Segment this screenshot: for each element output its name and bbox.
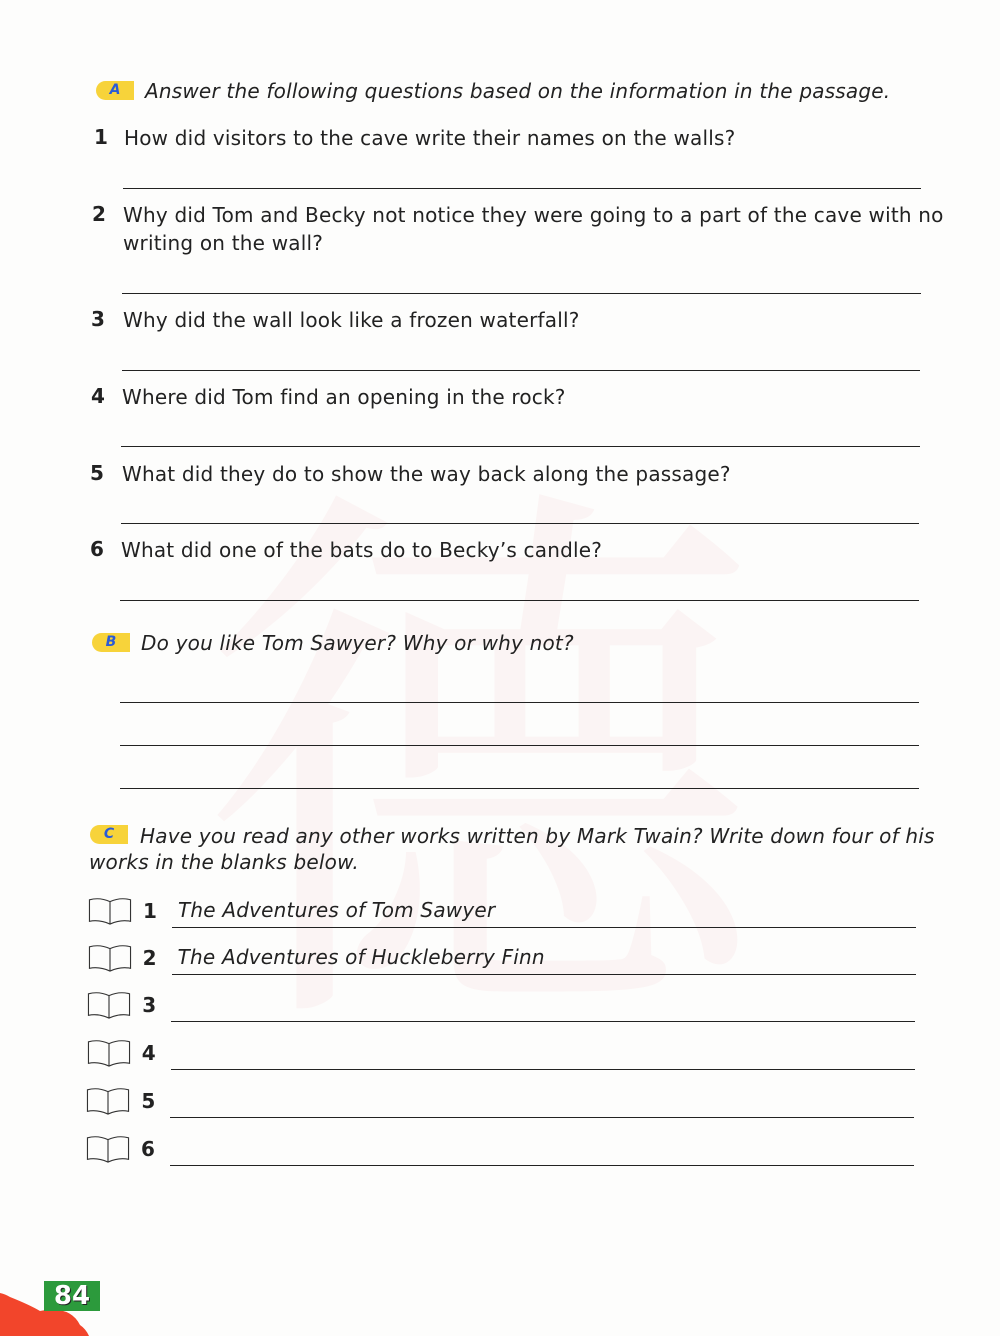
section-c-badge: C [90,825,128,844]
answer-line[interactable] [123,188,921,189]
item-number: 1 [143,899,157,923]
answer-line[interactable] [122,293,921,294]
question-text: What did one of the bats do to Becky’s candle? [121,538,603,562]
item-number: 4 [141,1041,156,1065]
answer-line[interactable] [121,446,920,447]
question-number: 4 [91,384,105,408]
question-number: 6 [90,537,104,561]
answer-line[interactable] [172,927,916,928]
section-b-instruction: Do you like Tom Sawyer? Why or why not? [141,631,574,655]
answer-line[interactable] [120,788,919,789]
work-title-answer: The Adventures of Huckleberry Finn [177,945,545,969]
answer-line[interactable] [122,370,920,371]
question-text: Why did Tom and Becky not notice they were going to a part of the cave with no [123,203,944,227]
book-icon [85,1087,131,1115]
question-text: Why did the wall look like a frozen waterfall? [123,308,580,332]
answer-line[interactable] [171,1021,915,1022]
item-number: 6 [141,1137,155,1161]
answer-line[interactable] [120,702,919,703]
question-number: 2 [92,202,106,226]
item-number: 2 [142,946,157,970]
question-number: 5 [90,461,104,485]
answer-line[interactable] [171,1069,915,1070]
watermark [200,320,760,1125]
book-icon [86,991,132,1019]
book-icon [85,1135,131,1163]
answer-line[interactable] [120,745,919,746]
answer-line[interactable] [121,523,919,524]
section-c-instruction: Have you read any other works written by Mark Twain? Write down four of his [140,824,935,848]
question-text: What did they do to show the way back along the passage? [122,462,731,486]
item-number: 3 [142,993,157,1017]
book-icon [87,944,133,972]
question-number: 3 [91,307,105,331]
section-a-instruction: Answer the following questions based on the information in the passage. [145,79,891,103]
section-b-badge: B [92,633,130,652]
book-icon [87,897,133,925]
question-number: 1 [94,125,108,149]
section-a-badge: A [96,81,134,100]
book-icon [86,1039,132,1067]
section-c-instruction: works in the blanks below. [89,850,359,874]
question-text: How did visitors to the cave write their names on the walls? [124,126,736,150]
question-text: Where did Tom find an opening in the rock? [122,385,566,409]
answer-line[interactable] [170,1165,914,1166]
work-title-answer: The Adventures of Tom Sawyer [178,898,496,922]
question-text: writing on the wall? [123,231,324,255]
answer-line[interactable] [172,974,916,975]
answer-line[interactable] [120,600,919,601]
item-number: 5 [141,1089,156,1113]
page-number: 84 [44,1281,100,1311]
answer-line[interactable] [170,1117,914,1118]
